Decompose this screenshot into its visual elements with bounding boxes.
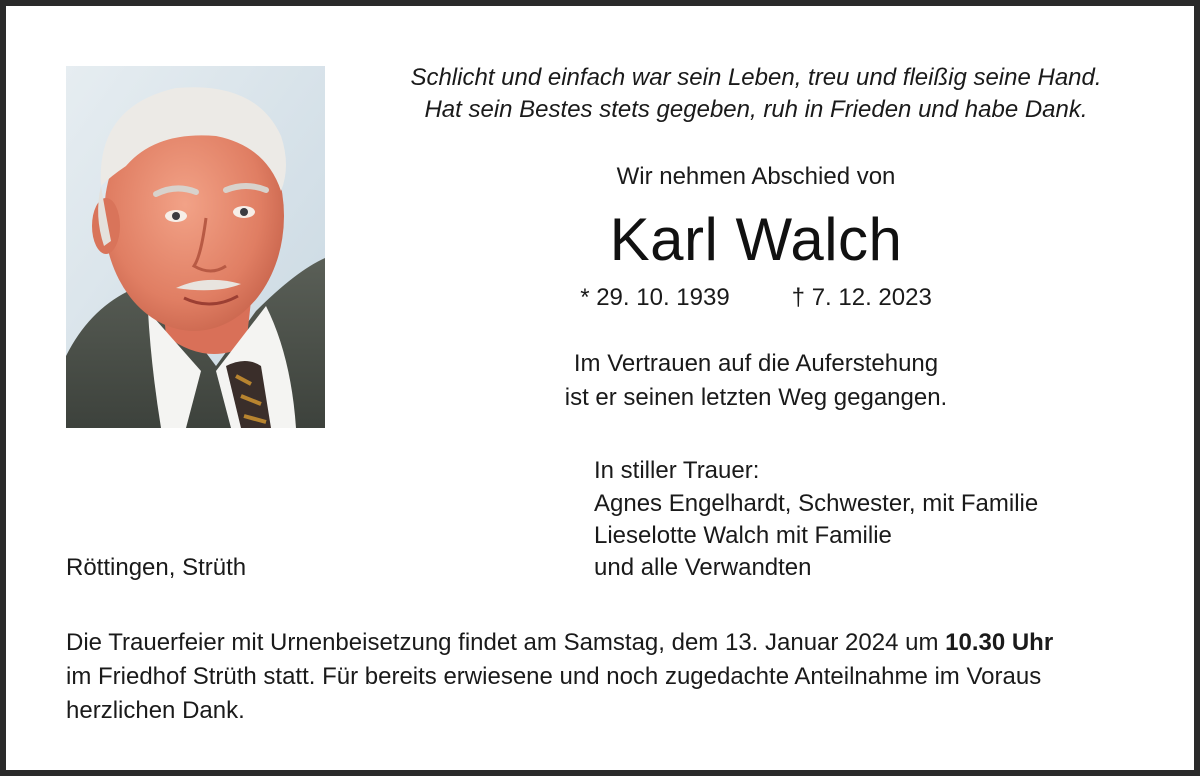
mourner-line-2: Lieselotte Walch mit Familie bbox=[594, 522, 892, 549]
faith-line-2: ist er seinen letzten Weg gegangen. bbox=[564, 384, 948, 411]
mourner-line-3: und alle Verwandten bbox=[594, 554, 812, 581]
portrait-photo bbox=[66, 66, 325, 428]
verse-line-2: Hat sein Bestes stets gegeben, ruh in Frieden und habe Dank. bbox=[424, 96, 1088, 123]
place-of-residence: Röttingen, Strüth bbox=[66, 554, 247, 581]
life-dates bbox=[376, 283, 1136, 313]
deceased-name: Karl Walch bbox=[609, 206, 903, 273]
funeral-notice-text: Die Trauerfeier mit Urnenbeisetzung findet am Samstag, dem 13. Januar 2024 um bbox=[66, 629, 946, 656]
funeral-time: 10.30 Uhr bbox=[945, 629, 1054, 656]
mourners-heading: In stiller Trauer: bbox=[594, 457, 760, 484]
death-date: † 7. 12. 2023 bbox=[791, 284, 932, 311]
verse-line-1: Schlicht und einfach war sein Leben, treu und fleißig seine Hand. bbox=[410, 64, 1102, 91]
funeral-notice-line-1 bbox=[66, 626, 1156, 660]
birth-date: * 29. 10. 1939 bbox=[580, 284, 730, 311]
faith-line-1: Im Vertrauen auf die Auferstehung bbox=[573, 350, 939, 377]
farewell-intro: Wir nehmen Abschied von bbox=[616, 163, 896, 190]
funeral-notice-line-3: herzlichen Dank. bbox=[66, 697, 245, 724]
mourner-line-1: Agnes Engelhardt, Schwester, mit Familie bbox=[594, 490, 1039, 517]
funeral-notice-line-2: im Friedhof Strüth statt. Für bereits erwiesene und noch zugedachte Anteilnahme im Voraus bbox=[66, 663, 1042, 690]
